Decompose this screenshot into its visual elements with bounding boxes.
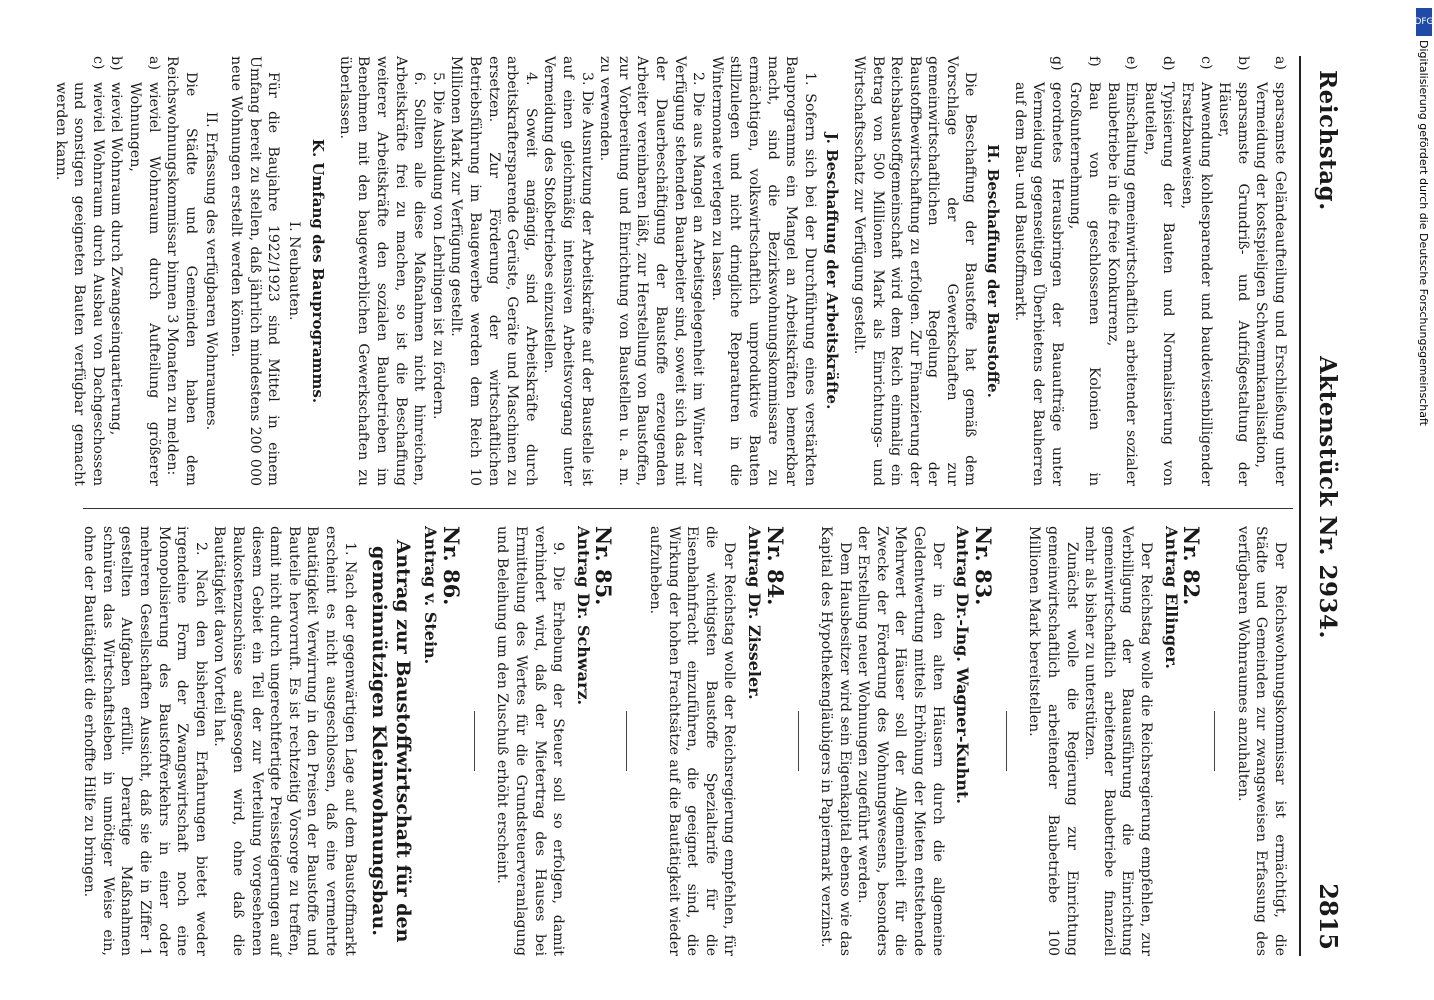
list-item [1177,56,1214,486]
final-paragraph: 1. Nach der gegenwärtigen Lage auf dem Baustoffmarkt erscheint es nicht ausgeschlossen, daß eine vermehrte Bautätigkeit Verwirrung in den Preisen der Baustoffe und Bauteile hervorruft. Es ist rechtzeitig Vorsorge zu treffen, damit nicht durch ungerechtfertigte Preissteigerungen auf diesem Gebiet ein Teil der zur Verteilung vorgesehenen Baukostenzuschüsse aufgesogen wird, ohne daß die Bautätigkeit davon Vorteil hat. [211,526,358,956]
motion-author: Antrag Dr. Zisseler. [744,526,764,700]
motion-paragraph: Der Reichstag wolle die Reichsregierung empfehlen, zur Verbilligung der Bauausführung die Einrichtung gemeinwirtschaftlich arbeitender Baubetriebe finanziell mehr als bisher zu unterstützen. [1082,526,1155,956]
item-label: b) [108,56,125,71]
paragraph-k2: Die Städte und Gemeinden haben dem Reichswohnungskommissar binnen 3 Monaten zu melden: [164,56,199,486]
final-motion-title: Antrag zur Baustoffwirtschaft für den gemeinnützigen Kleinwohnungsbau. [367,539,414,943]
motion-paragraph: Der Reichstag wolle der Reichsregierung empfehlen, für die wichtigsten Baustoffe Spezialtarife für die Eisenbahnfracht einzuführen, die geeignet sind, die Wirkung der hohen Frachtsätze auf die Bautätigkeit wieder aufzuheben. [646,526,738,956]
item-text: wieviel Wohnraum durch Ausbau von Dachgeschossen und sonstigen geeigneten Bauten verfügbar gemacht werden kann. [52,82,106,486]
heading-k: K. Umfang des Bauprogramms. [309,138,328,404]
motion-author: Antrag Dr. Schwarz. [573,526,593,706]
item-text: Bau von geschlossenen Kolonien in Großunternehmung, [1067,82,1103,486]
list-top [1010,56,1289,486]
paragraph-j: 6. Sollten alle diese Maßnahmen nicht hinreichen, Arbeitskräfte frei zu machen, so ist die Beschaffung weiterer Arbeitskräfte den sozialen Baubetrieben im Benehmen mit den baugewerblichen Gewerkschaften zu überlassen. [336,56,428,486]
paragraph-j: 4. Soweit angängig, sind Arbeitskräfte durch arbeitskraftersparende Gerüste, Geräte und Maschinen zu ersetzen. Zur Förderung der wirtschaftlichen Betriebsführung im Baugewerbe werden dem Reich 10 Millionen Mark zur Verfügung gestellt. [448,56,539,486]
paragraphs-j [335,56,818,486]
motions-list [421,526,1216,956]
motion-paragraph: Zunächst wolle die Regierung zur Einrichtung gemeinwirtschaftlich arbeitender Baubetriebe 100 Millionen Mark bereitstellen. [1026,526,1080,956]
item-label: b) [1234,56,1251,71]
motion-paragraph: Der in den alten Häusern durch die allgemeine Geldentwertung mittels Erhöhung der Mieten entstehende Mehrwert der Häuser soll der Allgemeinheit für die Zwecke der Förderung des Wohnungswesens, besonders der Erstellung neuer Wohnungen zugeführt werden. [855,526,946,956]
subheading-erfassung: II. Erfassung des verfügbaren Wohnraumes. [203,111,220,431]
header-document-number: Aktenstück Nr. 2934. [1314,356,1341,640]
list-item [1103,56,1140,486]
item-text: Einschaltung gemeinwirtschaftlich arbeitender sozialer Baubetriebe in die freie Konkurrenz, [1104,82,1140,486]
header-rule [1299,56,1301,956]
list-item [1215,56,1252,486]
list-item [107,56,126,486]
header-reichstag: Reichstag. [1314,70,1341,211]
paragraph-j: 5. Die Ausbildung von Lehrlingen ist zu fördern. [429,72,446,420]
motion-author: Antrag v. Stein. [421,526,441,665]
motion-number: Nr. 82. [1179,526,1205,606]
list-item [125,56,162,486]
separator-rule [1006,711,1007,771]
item-label: c) [89,56,106,70]
list-item [1140,56,1177,486]
motion-number: Nr. 83. [970,526,996,606]
item-text: geordnetes Herausbringen der Bauaufträge unter Vermeidung gegenseitigen Überbietens der Bauherren auf dem Bau- und Baustoffmarkt. [1011,82,1065,486]
item-label: a) [1272,56,1288,70]
separator-rule [798,711,799,771]
paragraph-k1: Für die Baujahre 1922/1923 sind Mittel in einem Umfang bereit zu stellen, daß jährlich mindestens 200 000 neue Wohnungen erstellt werden können. [227,56,282,486]
page-header [1305,56,1345,956]
motion-paragraph: Dem Hausbesitzer wird sein Eigenkapital ebenso wie das Kapital des Hypothekengläubigers in Papiermark verzinst. [818,526,853,956]
final-paragraphs [80,526,359,956]
list-item [1066,56,1103,486]
item-text: sparsamste Geländeaufteilung und Erschließung unter Vermeidung der kostspieligen Schwemmkanalisation, [1253,82,1288,486]
item-label: f) [1086,56,1103,67]
motion-author: Antrag Ellinger. [1161,526,1181,669]
column-divider [83,508,1293,509]
motion-paragraph: 9. Die Erhebung der Steuer soll so erfolgen, damit verhindert wird, daß der Mietertrag des Hauses bei Ermittelung des Wertes für die Grundsteuerveranlagung und Beleihung um den Zuschuß erhöht erscheint. [494,526,567,956]
paragraph-j: 1. Sofern sich bei der Durchführung eines verstärkten Bauprogramms ein Mangel an Arbeitskräften bemerkbar macht, sind die Bezirkswohnungskommissare zu ermächtigen, volkswirtschaftlich unproduktive Bauten stillzulegen und nicht dringliche Reparaturen in die Wintermonate verlegen zu lassen. [708,56,818,486]
motion-author: Antrag Dr.-Ing. Wagner-Kuhnt. [953,526,973,804]
item-label: d) [1160,56,1177,71]
final-paragraph: 2. Nach den bisherigen Erfahrungen bietet weder irgendeine Form der Zwangswirtschaft noch eine Monopolisierung des Baustoffverkehrs in einer oder mehreren Gesellschaften Aussicht, daß sie die in Ziffer 1 gestellten Aufgaben erfüllt. Derartige Maßnahmen schnüren das Wirtschaftsleben in unnötiger Weise ein, ohne der Bautätigkeit die erhoffte Hilfe zu bringen. [81,526,209,956]
item-label: e) [1123,56,1140,70]
dfg-logo: DFG [1416,8,1432,36]
motion-number: Nr. 84. [762,526,788,606]
page-number: 2815 [1314,883,1343,950]
heading-j: J. Beschaffung der Arbeitskräfte. [823,132,842,410]
intro-paragraph: Der Reichswohnungskommissar ist ermächtigt, die Städte und Gemeinden zur zwangsweisen Erfassung des verfügbaren Wohnraumes anzuhalten. [1234,526,1288,956]
item-text: Anwendung kohlesparender und baudevisenbilligender Ersatzbauweisen, [1179,82,1214,486]
document-page [52,56,1345,956]
item-text: wieviel Wohnraum durch Zwangseinquartierung, [108,82,125,436]
item-text: sparsamste Grundriß- und Aufrißgestaltung der Häuser, [1216,82,1251,486]
item-label: g) [1048,56,1065,71]
list-item [1010,56,1066,486]
motion-number: Nr. 86. [438,526,464,606]
motion-number: Nr. 85. [591,526,617,606]
item-label: c) [1197,56,1214,70]
item-label: a) [145,56,162,70]
right-column [80,526,1289,956]
separator-rule [1214,711,1215,771]
left-column [51,56,1289,486]
heading-h: H. Beschaffung der Baustoffe. [984,144,1003,398]
paragraph-j: 2. Die aus Mangel an Arbeitsgelegenheit im Winter zur Verfügung stehenden Bauarbeiter sind, soweit sich das mit der Dauerbeschäftigung der Baustoffe erzeugenden Arbeiter vereinbaren läßt, zur Herstellung von Baustoffen, zur Vorbereitung und Einrichtung von Baustellen u. a. m. zu verwenden. [597,56,707,486]
list-bottom [51,56,163,486]
list-item [51,56,107,486]
digitization-credit: Digitalisierung gefördert durch die Deutsche Forschungsgemeinschaft [1417,40,1430,426]
paragraph-h: Die Beschaffung der Baustoffe hat gemäß dem Vorschlage der Gewerkschaften zur gemeinwirtschaftlichen Regelung der Baustoffbewirtschaftung zu erfolgen. Zur Finanzierung der Reichsbaustoffgemeinschaft wird dem Reich einmalig ein Betrag von 500 Millionen Mark als Einrichtungs- und Wirtschaftsschatz zur Verfügung gestellt. [850,56,979,486]
item-text: wieviel Wohnraum durch Aufteilung größerer Wohnungen, [126,82,162,486]
paragraph-j: 3. Die Ausnutzung der Arbeitskräfte auf der Baustelle ist auf einen gleichmäßig intensiven Arbeitsvorgang unter Vermeidung des Stoßbetriebes einzustellen. [541,56,595,486]
separator-rule [474,711,475,771]
subheading-neubauten: I. Neubauten. [285,221,302,321]
separator-rule [626,711,627,771]
list-item [1252,56,1289,486]
item-text: Typisierung der Bauten und Normalisierung von Bauteilen, [1141,82,1177,486]
